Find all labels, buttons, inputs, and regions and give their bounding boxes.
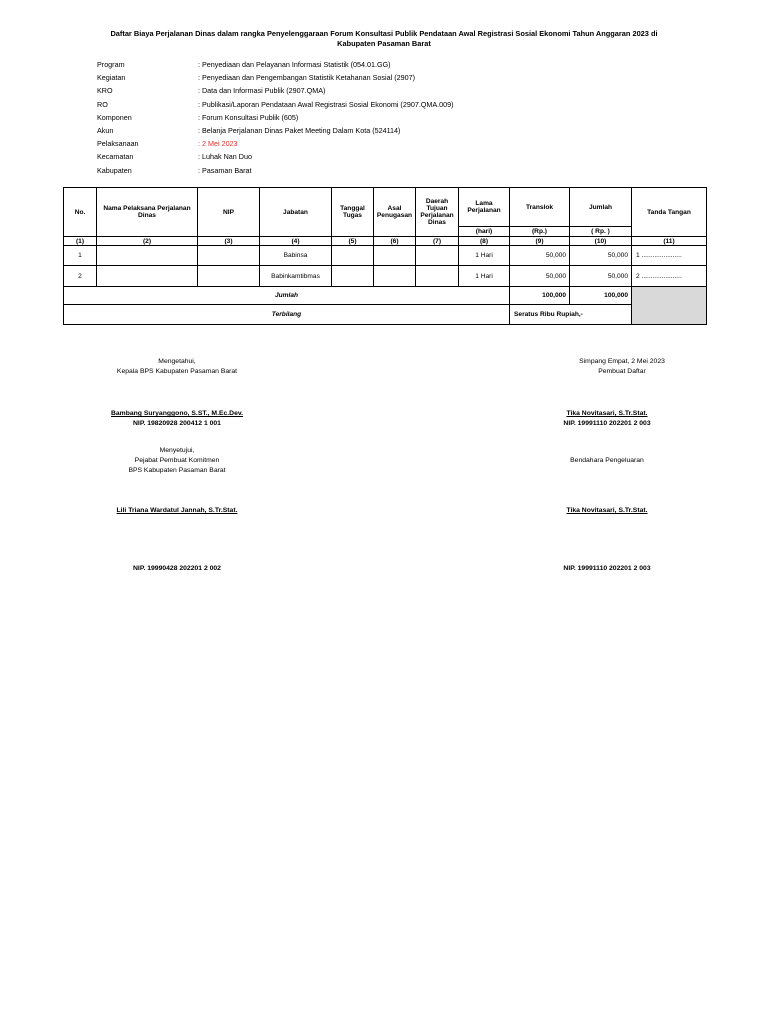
- signature-office: BPS Kabupaten Pasaman Barat: [128, 467, 226, 474]
- header-nip: NIP: [198, 188, 260, 237]
- cell-jumlah: 50,000: [570, 246, 632, 266]
- col-number: (4): [260, 237, 332, 246]
- table-column-number-row: [64, 237, 707, 246]
- col-number: (11): [632, 237, 707, 246]
- meta-key: Program: [97, 60, 125, 69]
- signature-nip: NIP. 19991110 202201 2 003: [563, 565, 651, 572]
- meta-key: Akun: [97, 125, 114, 135]
- terbilang-value: Seratus Ribu Rupiah,-: [510, 305, 632, 325]
- col-number: (8): [459, 237, 510, 246]
- cell-tanggal: [332, 246, 374, 266]
- total-jumlah: 100,000: [570, 287, 632, 305]
- meta-value: : Penyediaan dan Pengembangan Statistik Ketahanan Sosial (2907): [198, 73, 415, 83]
- signature-nip: NIP. 19820928 200412 1 001: [133, 420, 221, 427]
- meta-row-ro: [97, 98, 454, 111]
- cell-daerah: [416, 246, 459, 266]
- header-tanda-tangan: Tanda Tangan: [632, 188, 707, 237]
- signature-role: Kepala BPS Kabupaten Pasaman Barat: [116, 368, 238, 375]
- signature-caption: Mengetahui,: [158, 358, 196, 365]
- total-label: Jumlah: [64, 287, 510, 305]
- cell-translok: 50,000: [510, 266, 570, 287]
- cell-nip: [198, 266, 260, 287]
- meta-value: : Pasaman Barat: [198, 165, 252, 175]
- cell-tanda-tangan: 2 ......................: [632, 266, 707, 287]
- cell-jumlah: 50,000: [570, 266, 632, 287]
- signature-caption: Menyetujui,: [159, 447, 195, 454]
- cell-translok: 50,000: [510, 246, 570, 266]
- cell-jabatan: Babinsa: [260, 246, 332, 266]
- total-translok: 100,000: [510, 287, 570, 305]
- unit-lama: (hari): [459, 227, 510, 237]
- table-row: [64, 246, 707, 266]
- header-nama: Nama Pelaksana Perjalanan Dinas: [97, 188, 198, 237]
- signature-name: Lili Triana Wardatul Jannah, S.Tr.Stat.: [116, 507, 238, 514]
- cell-daerah: [416, 266, 459, 287]
- signature-place-date: Simpang Empat, 2 Mei 2023: [579, 358, 665, 365]
- header-jabatan: Jabatan: [260, 188, 332, 237]
- meta-value: : Publikasi/Laporan Pendataan Awal Registrasi Sosial Ekonomi (2907.QMA.009): [198, 99, 454, 109]
- meta-key: KRO: [97, 86, 113, 96]
- signature-nip-block: [517, 564, 697, 574]
- terbilang-label: Terbilang: [64, 305, 510, 325]
- meta-row-program: [97, 58, 454, 71]
- cell-nama: [97, 266, 198, 287]
- meta-row-pelaksanaan: [97, 137, 454, 150]
- cell-asal: [374, 266, 416, 287]
- signature-block-mengetahui: [97, 357, 257, 377]
- header-tanggal: Tanggal Tugas: [332, 188, 374, 237]
- signature-name: Tika Novitasari, S.Tr.Stat.: [566, 507, 648, 514]
- cell-nama: [97, 246, 198, 266]
- title-line-2: Kabupaten Pasaman Barat: [337, 39, 431, 48]
- signature-role: Pembuat Daftar: [598, 368, 646, 375]
- table-row: [64, 266, 707, 287]
- signature-nip-block: [97, 564, 257, 574]
- meta-key: Komponen: [97, 112, 132, 122]
- col-number: (10): [570, 237, 632, 246]
- signature-name: Bambang Suryanggono, S.ST., M.Ec.Dev.: [110, 410, 244, 417]
- signature-block-menyetujui: [97, 446, 257, 476]
- signature-name: Tika Novitasari, S.Tr.Stat.: [566, 410, 648, 417]
- col-number: (3): [198, 237, 260, 246]
- unit-jumlah: ( Rp. ): [570, 227, 632, 237]
- title-line-1: Daftar Biaya Perjalanan Dinas dalam rangka Penyelenggaraan Forum Konsultasi Publik Pendataan Awal Registrasi Sosial Ekonomi Tahun Anggaran 2023 di: [110, 29, 658, 38]
- header-translok: Translok: [510, 188, 570, 227]
- col-number: (6): [374, 237, 416, 246]
- table-total-row: [64, 287, 707, 305]
- meta-row-kegiatan: [97, 71, 454, 84]
- signature-name-block: [517, 506, 697, 516]
- meta-row-kabupaten: [97, 164, 454, 177]
- header-daerah: Daerah Tujuan Perjalanan Dinas: [416, 188, 459, 237]
- signature-nip: NIP. 19990428 202201 2 002: [133, 565, 221, 572]
- meta-info: [97, 58, 454, 177]
- cell-jabatan: Babinkamtibmas: [260, 266, 332, 287]
- meta-value: : Data dan Informasi Publik (2907.QMA): [198, 86, 326, 96]
- meta-key: Kecamatan: [97, 152, 134, 162]
- col-number: (5): [332, 237, 374, 246]
- cell-asal: [374, 246, 416, 266]
- header-jumlah: Jumlah: [570, 188, 632, 227]
- meta-key: Kegiatan: [97, 73, 126, 83]
- cell-tanda-tangan: 1 ......................: [632, 246, 707, 266]
- meta-key: Kabupaten: [97, 165, 132, 175]
- signature-nip: NIP. 19991110 202201 2 003: [563, 420, 651, 427]
- cell-lama: 1 Hari: [459, 266, 510, 287]
- table-header-row: [64, 188, 707, 227]
- signature-block-bendahara: [517, 456, 697, 466]
- cell-lama: 1 Hari: [459, 246, 510, 266]
- signature-block-pembuat-daftar: [532, 357, 712, 377]
- signature-name-block: [87, 506, 267, 516]
- cell-tanggal: [332, 266, 374, 287]
- table-terbilang-row: [64, 305, 707, 325]
- meta-value: : Belanja Perjalanan Dinas Paket Meeting Dalam Kota (524114): [198, 125, 401, 135]
- document-title: [90, 29, 678, 49]
- signature-role: Pejabat Pembuat Komitmen: [134, 457, 220, 464]
- cell-no: 1: [64, 246, 97, 266]
- signature-role: Bendahara Pengeluaran: [570, 457, 644, 464]
- meta-value-date: : 2 Mei 2023: [198, 139, 238, 149]
- meta-key: Pelaksanaan: [97, 139, 139, 149]
- meta-key: RO: [97, 99, 108, 109]
- col-number: (9): [510, 237, 570, 246]
- header-lama: Lama Perjalanan: [459, 188, 510, 227]
- meta-row-kro: [97, 84, 454, 97]
- col-number: (7): [416, 237, 459, 246]
- signature-name-block: [517, 409, 697, 429]
- travel-cost-table: [63, 187, 707, 325]
- col-number: (1): [64, 237, 97, 246]
- signature-name-block: [97, 409, 257, 429]
- cell-nip: [198, 246, 260, 266]
- unit-translok: (Rp.): [510, 227, 570, 237]
- grey-cell: [632, 287, 707, 325]
- meta-row-akun: [97, 124, 454, 137]
- header-asal: Asal Penugasan: [374, 188, 416, 237]
- header-no: No.: [64, 188, 97, 237]
- meta-value: : Forum Konsultasi Publik (605): [198, 112, 299, 122]
- cell-no: 2: [64, 266, 97, 287]
- col-number: (2): [97, 237, 198, 246]
- meta-value: : Penyediaan dan Pelayanan Informasi Statistik (054.01.GG): [198, 60, 391, 69]
- meta-row-kecamatan: [97, 150, 454, 163]
- meta-value: : Luhak Nan Duo: [198, 152, 252, 162]
- meta-row-komponen: [97, 111, 454, 124]
